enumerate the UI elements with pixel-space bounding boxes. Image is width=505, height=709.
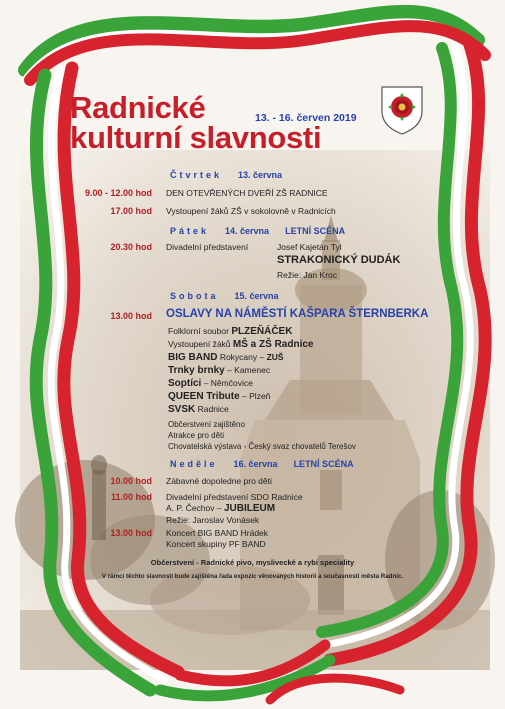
saturday-line-1a: Folklorní soubor — [168, 326, 232, 336]
footer-line-2: V rámci těchto slavností bude zajištěna řada expozic věnovaných historii a současnosti města Radnic. — [101, 573, 404, 580]
friday-play: STRAKONICKÝ DUDÁK — [277, 254, 401, 266]
sunday-date: 16. června — [233, 459, 278, 469]
sunday-text-2-line-2 — [166, 503, 275, 514]
sunday-text-2-line-2a: A. P. Čechov – — [166, 503, 224, 513]
saturday-line-1 — [168, 326, 292, 337]
saturday-line-7 — [168, 404, 229, 415]
friday-director: Režie: Jan Kroc — [277, 270, 337, 280]
thursday-date: 13. června — [238, 170, 283, 180]
saturday-line-2b: MŠ a ZŠ Radnice — [232, 339, 314, 350]
sunday-text-3-line-1: Koncert BIG BAND Hrádek — [166, 528, 269, 538]
sunday-day: Neděle — [170, 459, 218, 469]
saturday-line-2 — [168, 339, 313, 350]
saturday-line-7a: SVSK — [168, 404, 196, 415]
saturday-extra-3: Chovatelská výstava - Český svaz chovatelů Terešov — [168, 442, 356, 451]
sunday-text-2-line-2b: JUBILEUM — [223, 503, 276, 514]
thursday-heading — [170, 170, 282, 180]
saturday-line-1b: PLZEŇÁČEK — [231, 326, 293, 337]
sunday-time-3: 13.00 hod — [110, 528, 152, 538]
sunday-text-2-line-1: Divadelní představení SDO Radnice — [166, 492, 303, 502]
sunday-text-1: Zábavné dopoledne pro děti — [166, 476, 272, 486]
saturday-line-3c: ZUŠ — [266, 352, 284, 362]
friday-date: 14. června — [225, 226, 270, 236]
saturday-line-3b: Rokycany – — [217, 352, 267, 362]
saturday-day: Sobota — [170, 291, 219, 301]
friday-stage: LETNÍ SCÉNA — [285, 226, 346, 236]
sunday-time-2: 11.00 hod — [110, 492, 152, 502]
saturday-date: 15. června — [234, 291, 279, 301]
friday-time: 20.30 hod — [110, 242, 152, 252]
saturday-line-2a: Vystoupení žáků — [168, 339, 233, 349]
sunday-heading — [170, 459, 354, 469]
saturday-line-3a: BIG BAND — [168, 352, 218, 363]
sunday-text-2-line-3: Režie: Jaroslav Vonásek — [166, 515, 260, 525]
thursday-time-1: 9.00 - 12.00 hod — [84, 188, 152, 198]
saturday-extra-2: Atrakce pro děti — [168, 431, 225, 440]
thursday-text-1: DEN OTEVŘENÝCH DVEŘÍ ZŠ RADNICE — [166, 188, 328, 198]
friday-day: Pátek — [170, 226, 210, 236]
title-line-2: kulturní slavnosti — [70, 120, 322, 155]
saturday-line-6a: QUEEN Tribute — [168, 391, 240, 402]
friday-type: Divadelní představení — [166, 242, 249, 252]
sunday-stage: LETNÍ SCÉNA — [293, 459, 354, 469]
saturday-line-5a: Soptíci — [168, 378, 202, 389]
saturday-line-6b: – Plzeň — [239, 391, 271, 401]
saturday-main-event: OSLAVY NA NÁMĚSTÍ KAŠPARA ŠTERNBERKA — [166, 308, 429, 320]
saturday-line-4 — [168, 365, 270, 376]
thursday-time-2: 17.00 hod — [110, 206, 152, 216]
saturday-line-5b: – Němčovice — [201, 378, 253, 388]
friday-heading — [170, 226, 345, 236]
saturday-line-4b: – Kamenec — [224, 365, 271, 375]
saturday-time: 13.00 hod — [110, 311, 152, 321]
saturday-line-4a: Trnky brnky — [168, 365, 225, 376]
saturday-heading — [170, 291, 279, 301]
title-line-1: Radnické — [70, 90, 206, 125]
thursday-text-2: Vystoupení žáků ZŠ v sokolovně v Radnicích — [166, 206, 336, 216]
saturday-line-6 — [168, 391, 270, 402]
town-crest-icon — [380, 85, 424, 135]
friday-author: Josef Kajetán Tyl — [277, 242, 342, 252]
sunday-text-3-line-2: Koncert skupiny PF BAND — [166, 539, 266, 549]
saturday-line-7b: Radnice — [195, 404, 229, 414]
saturday-line-5 — [168, 378, 253, 389]
saturday-extra-1: Občerstvení zajištěno — [168, 420, 245, 429]
event-dates: 13. - 16. červen 2019 — [255, 112, 357, 124]
thursday-day: Čtvrtek — [170, 170, 223, 180]
sunday-time-1: 10.00 hod — [110, 476, 152, 486]
saturday-line-3 — [168, 352, 284, 363]
footer-line-1: Občerstvení - Radnické pivo, myslivecké a rybí speciality — [150, 558, 355, 567]
